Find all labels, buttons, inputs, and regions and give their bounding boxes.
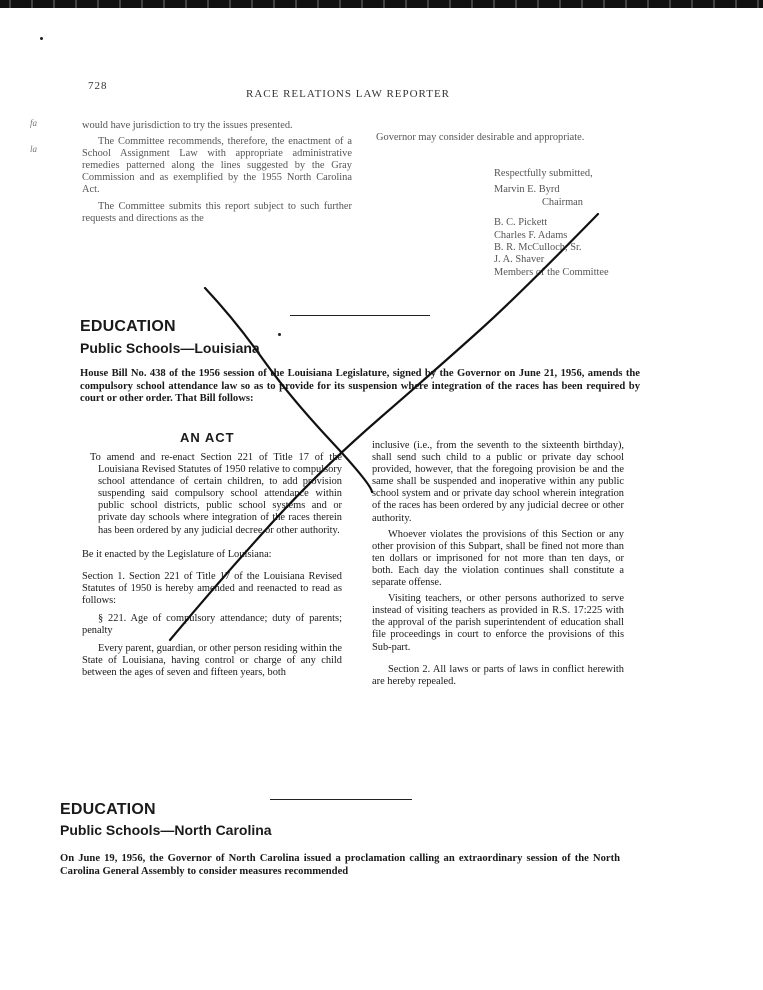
signature-name: B. C. Pickett — [494, 217, 548, 229]
signature-name: Marvin E. Byrd — [494, 184, 560, 196]
proclamation-introduction: On June 19, 1956, the Governor of North Carolina issued a proclamation calling an extraordinary session of the North Carolina General Assembly to consider measures recommended — [60, 853, 620, 877]
report-paragraph: would have jurisdiction to try the issues presented. — [82, 120, 293, 131]
enacting-clause: Be it enacted by the Legislature of Louisiana: — [82, 548, 272, 560]
strike-line-descending — [205, 288, 372, 492]
section-heading: EDUCATION — [60, 801, 156, 818]
act-title: AN ACT — [180, 430, 235, 445]
section-subheading: Public Schools—Louisiana — [80, 340, 260, 356]
section-subheading: Public Schools—North Carolina — [60, 822, 272, 838]
signature-title: Chairman — [542, 196, 583, 208]
signature-closing: Respectfully submitted, — [494, 168, 593, 179]
margin-mark: la — [30, 144, 38, 154]
bill-section-2: Section 2. All laws or parts of laws in conflict herewith are hereby repealed. — [372, 663, 624, 687]
statute-section-text: Every parent, guardian, or other person residing within the State of Louisiana, having control or charge of any child between the ages of seven and fifteen years, both — [82, 643, 342, 679]
signature-name: Charles F. Adams — [494, 229, 568, 241]
running-head: RACE RELATIONS LAW REPORTER — [246, 88, 451, 100]
bill-section-1: Section 1. Section 221 of Title 17 of the Louisiana Revised Statutes of 1950 is hereby amended and reenacted to read as follows: — [82, 570, 342, 606]
strike-line-ascending — [170, 214, 598, 640]
report-paragraph: Governor may consider desirable and appropriate. — [376, 132, 585, 143]
statute-section-heading: § 221. Age of compulsory attendance; duty of parents; penalty — [82, 613, 342, 637]
statute-paragraph: inclusive (i.e., from the seventh to the sixteenth birthday), shall send such child to a public or private day school provided, however, that the foregoing provision be and the same shall be suspended and inoperative within any public school system and or private day school wherein integration of the races has been ordered by any judicial decree or other authority. — [372, 440, 624, 524]
signature-name: B. R. McCulloch, Sr. — [494, 242, 582, 254]
statute-paragraph: Whoever violates the provisions of this Section or any other provision of this Subpart, shall be fined not more than ten dollars or imprisoned for not more than ten days, or both. Each day the violation continues shall constitute a separate offense. — [372, 528, 624, 589]
report-paragraph: The Committee recommends, therefore, the enactment of a School Assignment Law with appropriate administrative remedies patterned along the lines suggested by the Gray Commission and as exemplified by the 1955 North Carolina Act. — [82, 136, 352, 196]
report-paragraph: The Committee submits this report subject to such further requests and directions as the — [82, 200, 352, 224]
signature-committee: Members of the Committee — [494, 266, 609, 278]
margin-mark: fa — [30, 118, 38, 128]
signature-name: J. A. Shaver — [494, 254, 545, 266]
act-summary: To amend and re-enact Section 221 of Title 17 of the Louisiana Revised Statutes of 1950 relative to compulsory school attendance of certain children, to add provision suspending said compulsory school attendance within public school districts, public school systems and or private day schools where integration of the races therein has been ordered by any judicial decree or other authority. — [90, 452, 342, 536]
page-number: 728 — [88, 80, 108, 92]
statute-paragraph: Visiting teachers, or other persons authorized to serve instead of visiting teachers as provided in R.S. 17:225 with the approval of the parish superintendent of education shall file proceedings in court to enforce the provisions of this Sub-part. — [372, 593, 624, 653]
bill-introduction: House Bill No. 438 of the 1956 session of the Louisiana Legislature, signed by the Governor on June 21, 1956, amends the compulsory school attendance law so as to provide for its suspension where integration of the races has been required by court or other order. That Bill follows: — [80, 368, 640, 404]
section-heading: EDUCATION — [80, 318, 176, 335]
